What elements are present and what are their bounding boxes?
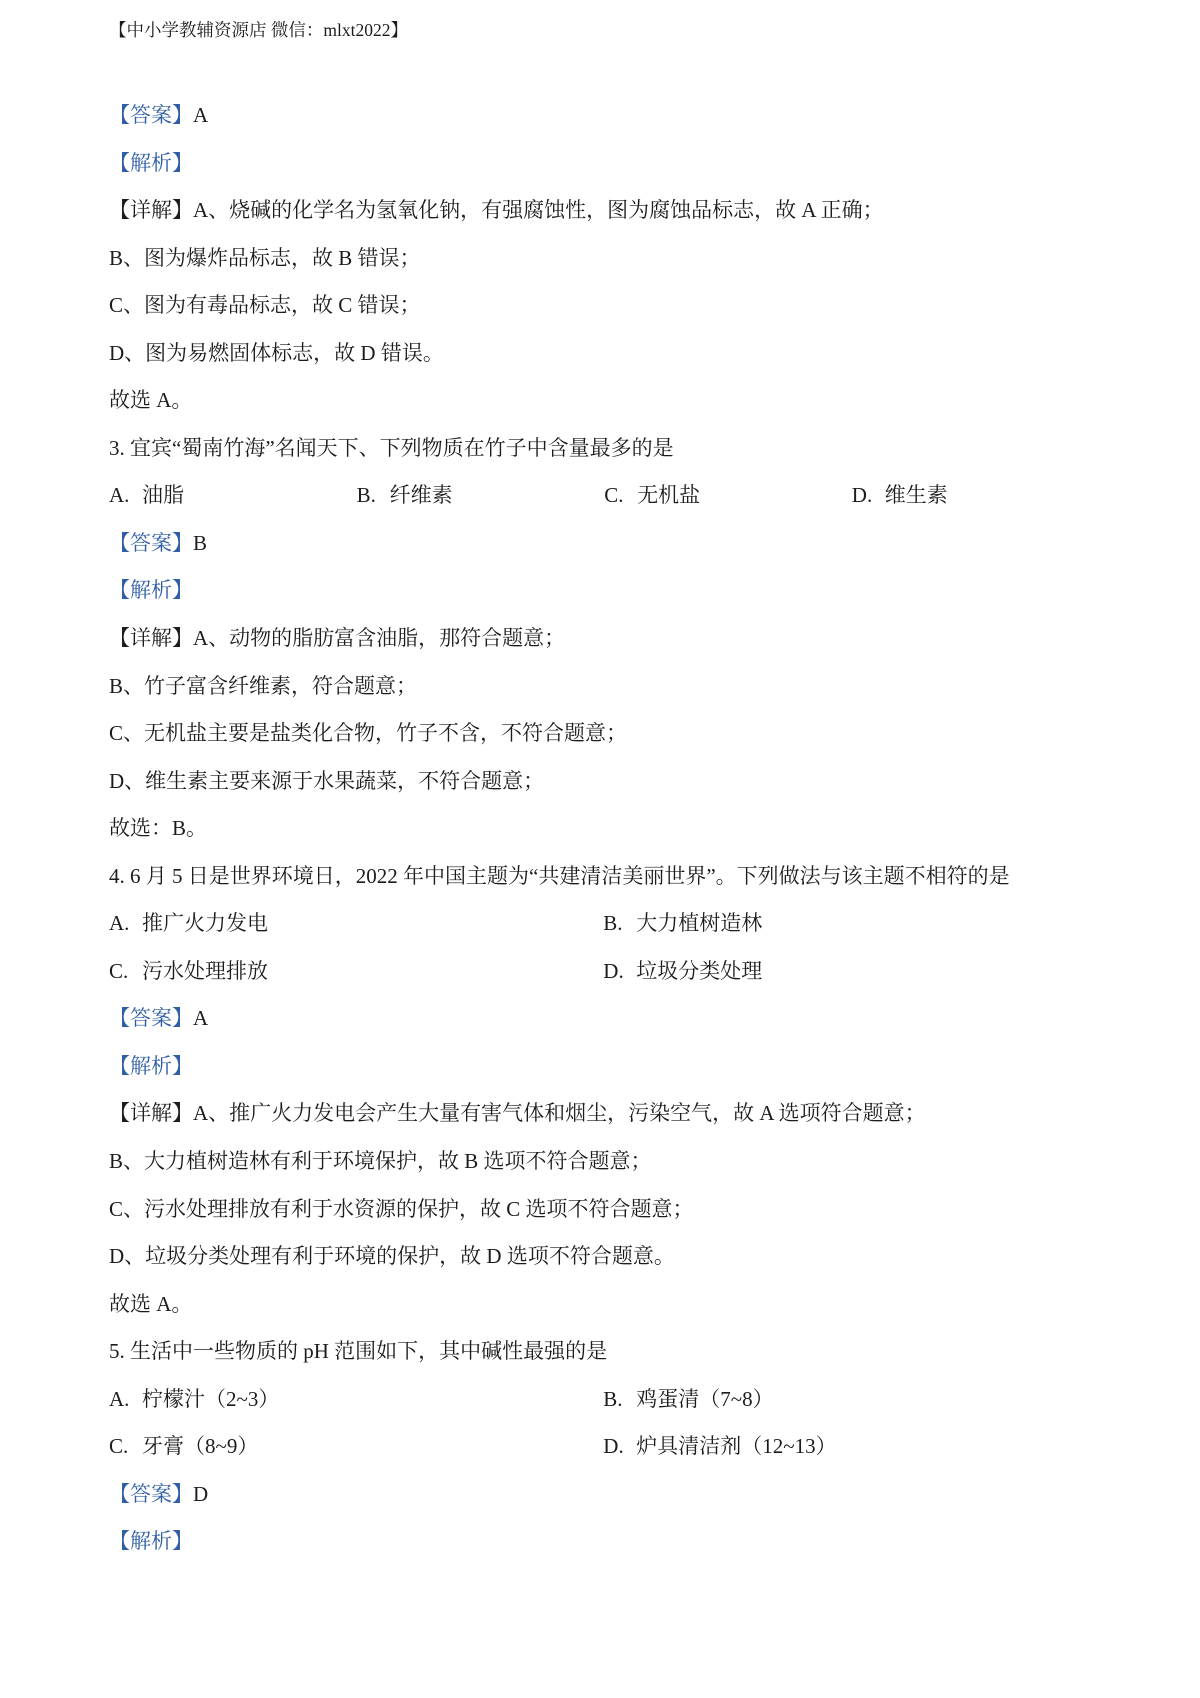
detail-line [109,187,1149,235]
option-letter: B. [603,1386,623,1411]
detail-label: 【详解】 [109,1101,193,1126]
option [109,900,603,948]
answer-label: 【答案】 [109,1006,193,1031]
conclusion-line: 故选 A。 [109,1291,193,1316]
answer-value: B [193,530,208,555]
option [109,1423,603,1471]
detail-line: C、污水处理排放有利于水资源的保护，故 C 选项不符合题意； [109,1196,694,1221]
option-text: 炉具清洁剂（12~13） [636,1434,837,1459]
analysis-label: 【解析】 [109,150,193,175]
option-text: 无机盐 [637,483,701,508]
options-row [109,1376,1149,1424]
detail-text: A、推广火力发电会产生大量有害气体和烟尘，污染空气，故 A 选项符合题意； [193,1101,926,1126]
detail-line: C、无机盐主要是盐类化合物，竹子不含，不符合题意； [109,721,628,746]
analysis-label: 【解析】 [109,1529,193,1554]
analysis-label: 【解析】 [109,1053,193,1078]
option-letter: D. [603,1434,624,1459]
option [603,900,1097,948]
detail-line: D、维生素主要来源于水果蔬菜，不符合题意； [109,768,545,793]
analysis-label: 【解析】 [109,578,193,603]
answer-label: 【答案】 [109,1481,193,1506]
option [109,472,357,520]
option-letter: C. [109,958,129,983]
answer-line [109,92,1149,140]
detail-line: B、竹子富含纤维素，符合题意； [109,673,418,698]
detail-text: A、动物的脂肪富含油脂，那符合题意； [193,626,566,651]
detail-line: D、图为易燃固体标志，故 D 错误。 [109,340,444,365]
option-text: 维生素 [884,483,948,508]
option [357,472,605,520]
options-row [109,1423,1149,1471]
option [603,948,1097,996]
option-text: 油脂 [142,483,184,508]
answer-value: A [193,103,209,127]
option-text: 柠檬汁（2~3） [142,1386,280,1411]
answer-line [109,520,1149,568]
question-stem: 5. 生活中一些物质的 pH 范围如下，其中碱性最强的是 [109,1339,608,1364]
option-text: 鸡蛋清（7~8） [636,1386,774,1411]
option-text: 大力植树造林 [636,911,763,936]
detail-label: 【详解】 [109,626,193,651]
detail-line [109,1090,1149,1138]
detail-label: 【详解】 [109,198,193,223]
question-stem: 3. 宜宾“蜀南竹海”名闻天下、下列物质在竹子中含量最多的是 [109,435,674,460]
detail-line [109,615,1149,663]
answer-value: A [193,1006,209,1031]
option [109,1376,603,1424]
detail-line: B、大力植树造林有利于环境保护，故 B 选项不符合题意； [109,1149,652,1174]
option-letter: B. [356,483,376,508]
option [852,472,1100,520]
option-letter: C. [109,1434,129,1459]
document-body [109,92,1149,1566]
option-letter: D. [603,958,624,983]
conclusion-line: 故选 A。 [109,388,193,413]
options-row [109,472,1149,520]
option-letter: A. [109,911,130,936]
analysis-line [109,567,1149,615]
option [109,948,603,996]
answer-label: 【答案】 [109,103,193,127]
answer-line [109,995,1149,1043]
option-letter: B. [603,911,623,936]
analysis-line [109,140,1149,188]
option-letter: A. [109,483,130,508]
detail-text: A、烧碱的化学名为氢氧化钠，有强腐蚀性，图为腐蚀品标志，故 A 正确； [193,198,884,223]
option-letter: A. [109,1386,130,1411]
detail-line: D、垃圾分类处理有利于环境的保护，故 D 选项不符合题意。 [109,1244,675,1269]
options-row [109,900,1149,948]
option-letter: D. [851,483,873,508]
option [603,1376,1097,1424]
source-header: 【中小学教辅资源店 微信：mlxt2022】 [109,20,408,40]
option-text: 纤维素 [389,483,453,508]
question-stem: 4. 6 月 5 日是世界环境日，2022 年中国主题为“共建清洁美丽世界”。下列做法与该主题不相符的是 [109,863,1010,888]
option-text: 牙膏（8~9） [142,1434,259,1459]
conclusion-line: 故选：B。 [109,816,208,841]
analysis-line [109,1518,1149,1566]
option-letter: C. [604,483,624,508]
option-text: 垃圾分类处理 [636,958,763,983]
answer-value: D [193,1481,209,1506]
analysis-line [109,1043,1149,1091]
option [603,1423,1097,1471]
detail-line: C、图为有毒品标志，故 C 错误； [109,293,421,318]
option-text: 污水处理排放 [142,958,268,983]
answer-line [109,1471,1149,1519]
options-row [109,948,1149,996]
option-text: 推广火力发电 [142,911,268,936]
option [604,472,852,520]
detail-line: B、图为爆炸品标志，故 B 错误； [109,245,421,270]
answer-label: 【答案】 [109,530,193,555]
